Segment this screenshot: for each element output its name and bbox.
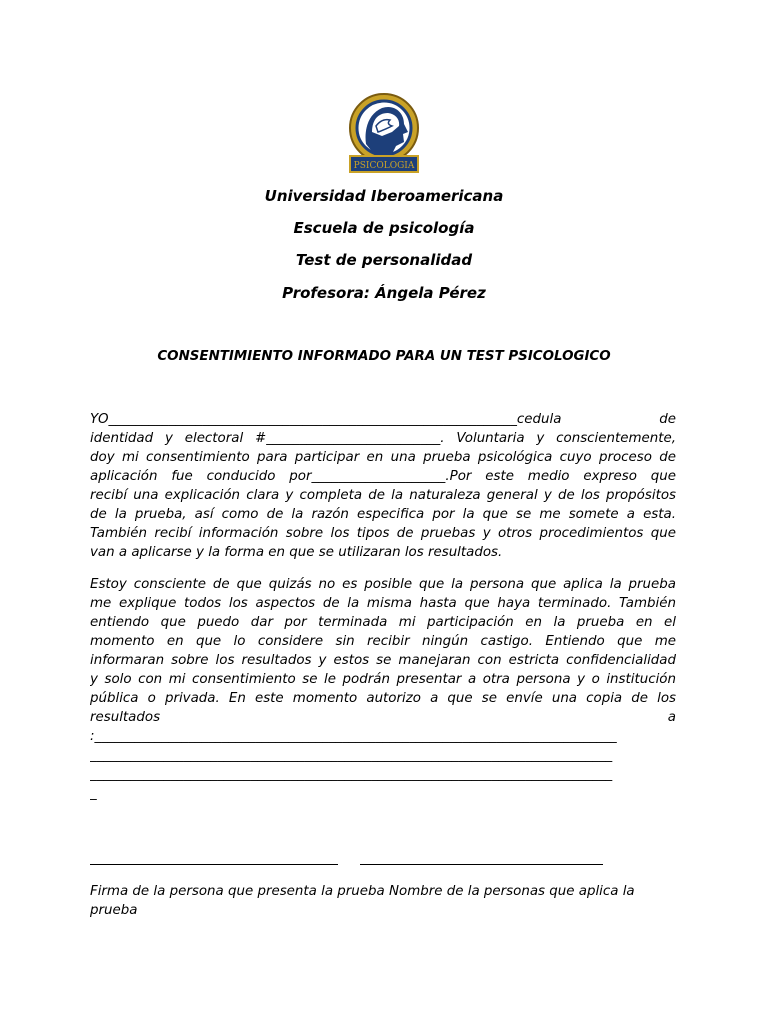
paragraph-line: doy mi consentimiento para participar en una prueba psicológica cuyo proceso de (90, 450, 676, 465)
paragraph-line: aplicación fue conducido por____________________.Por este medio expreso que (90, 469, 676, 484)
signature-line-examiner (360, 864, 603, 865)
paragraph-line: También recibí información sobre los tipos de pruebas y otros procedimientos que (90, 526, 676, 541)
paragraph-line: :______________________________________________________________________________ (90, 729, 617, 744)
paragraph-line: recibí una explicación clara y completa de la naturaleza general y de los propósitos (90, 488, 676, 503)
consent-paragraph-2 (90, 575, 676, 803)
signature-caption: Firma de la persona que presenta la prueba Nombre de la personas que aplica la prueba (90, 884, 635, 918)
paragraph-line: resultados a (90, 710, 676, 725)
document-title: CONSENTIMIENTO INFORMADO PARA UN TEST PSICOLOGICO (157, 349, 611, 364)
university-name: Universidad Iberoamericana (264, 187, 504, 205)
paragraph-line: ______________________________________________________________________________ (90, 767, 613, 782)
consent-paragraph-1 (90, 410, 676, 562)
paragraph-line: entiendo que puedo dar por terminada mi participación en la prueba en el (90, 615, 676, 630)
paragraph-line: informaran sobre los resultados y estos se manejaran con estricta confidencialidad (90, 653, 676, 668)
paragraph-line: Estoy consciente de que quizás no es posible que la persona que aplica la prueba (90, 577, 676, 592)
school-name: Escuela de psicología (293, 219, 475, 237)
professor-name: Profesora: Ángela Pérez (282, 284, 486, 302)
paragraph-line: de la prueba, así como de la razón especifica por la que se me somete a esta. (90, 507, 676, 522)
paragraph-line: me explique todos los aspectos de la misma hasta que haya terminado. También (90, 596, 676, 611)
test-name: Test de personalidad (295, 251, 473, 269)
psicologia-logo (346, 92, 422, 176)
paragraph-line: y solo con mi consentimiento se le podrán presentar a otra persona y o institución (90, 672, 676, 687)
paragraph-line: identidad y electoral #__________________________. Voluntaria y conscientemente, (90, 431, 676, 446)
paragraph-line: YO_____________________________________________________________cedula de (90, 412, 676, 427)
paragraph-line: pública o privada. En este momento autorizo a que se envíe una copia de los (90, 691, 676, 706)
paragraph-line: momento en que lo considere sin recibir ningún castigo. Entiendo que me (90, 634, 676, 649)
signature-line-participant (90, 864, 338, 865)
paragraph-line: _ (90, 786, 97, 801)
paragraph-line: van a aplicarse y la forma en que se utilizaran los resultados. (90, 545, 503, 560)
paragraph-line: ______________________________________________________________________________ (90, 748, 613, 763)
logo-text: PSICOLOGIA (353, 161, 415, 171)
